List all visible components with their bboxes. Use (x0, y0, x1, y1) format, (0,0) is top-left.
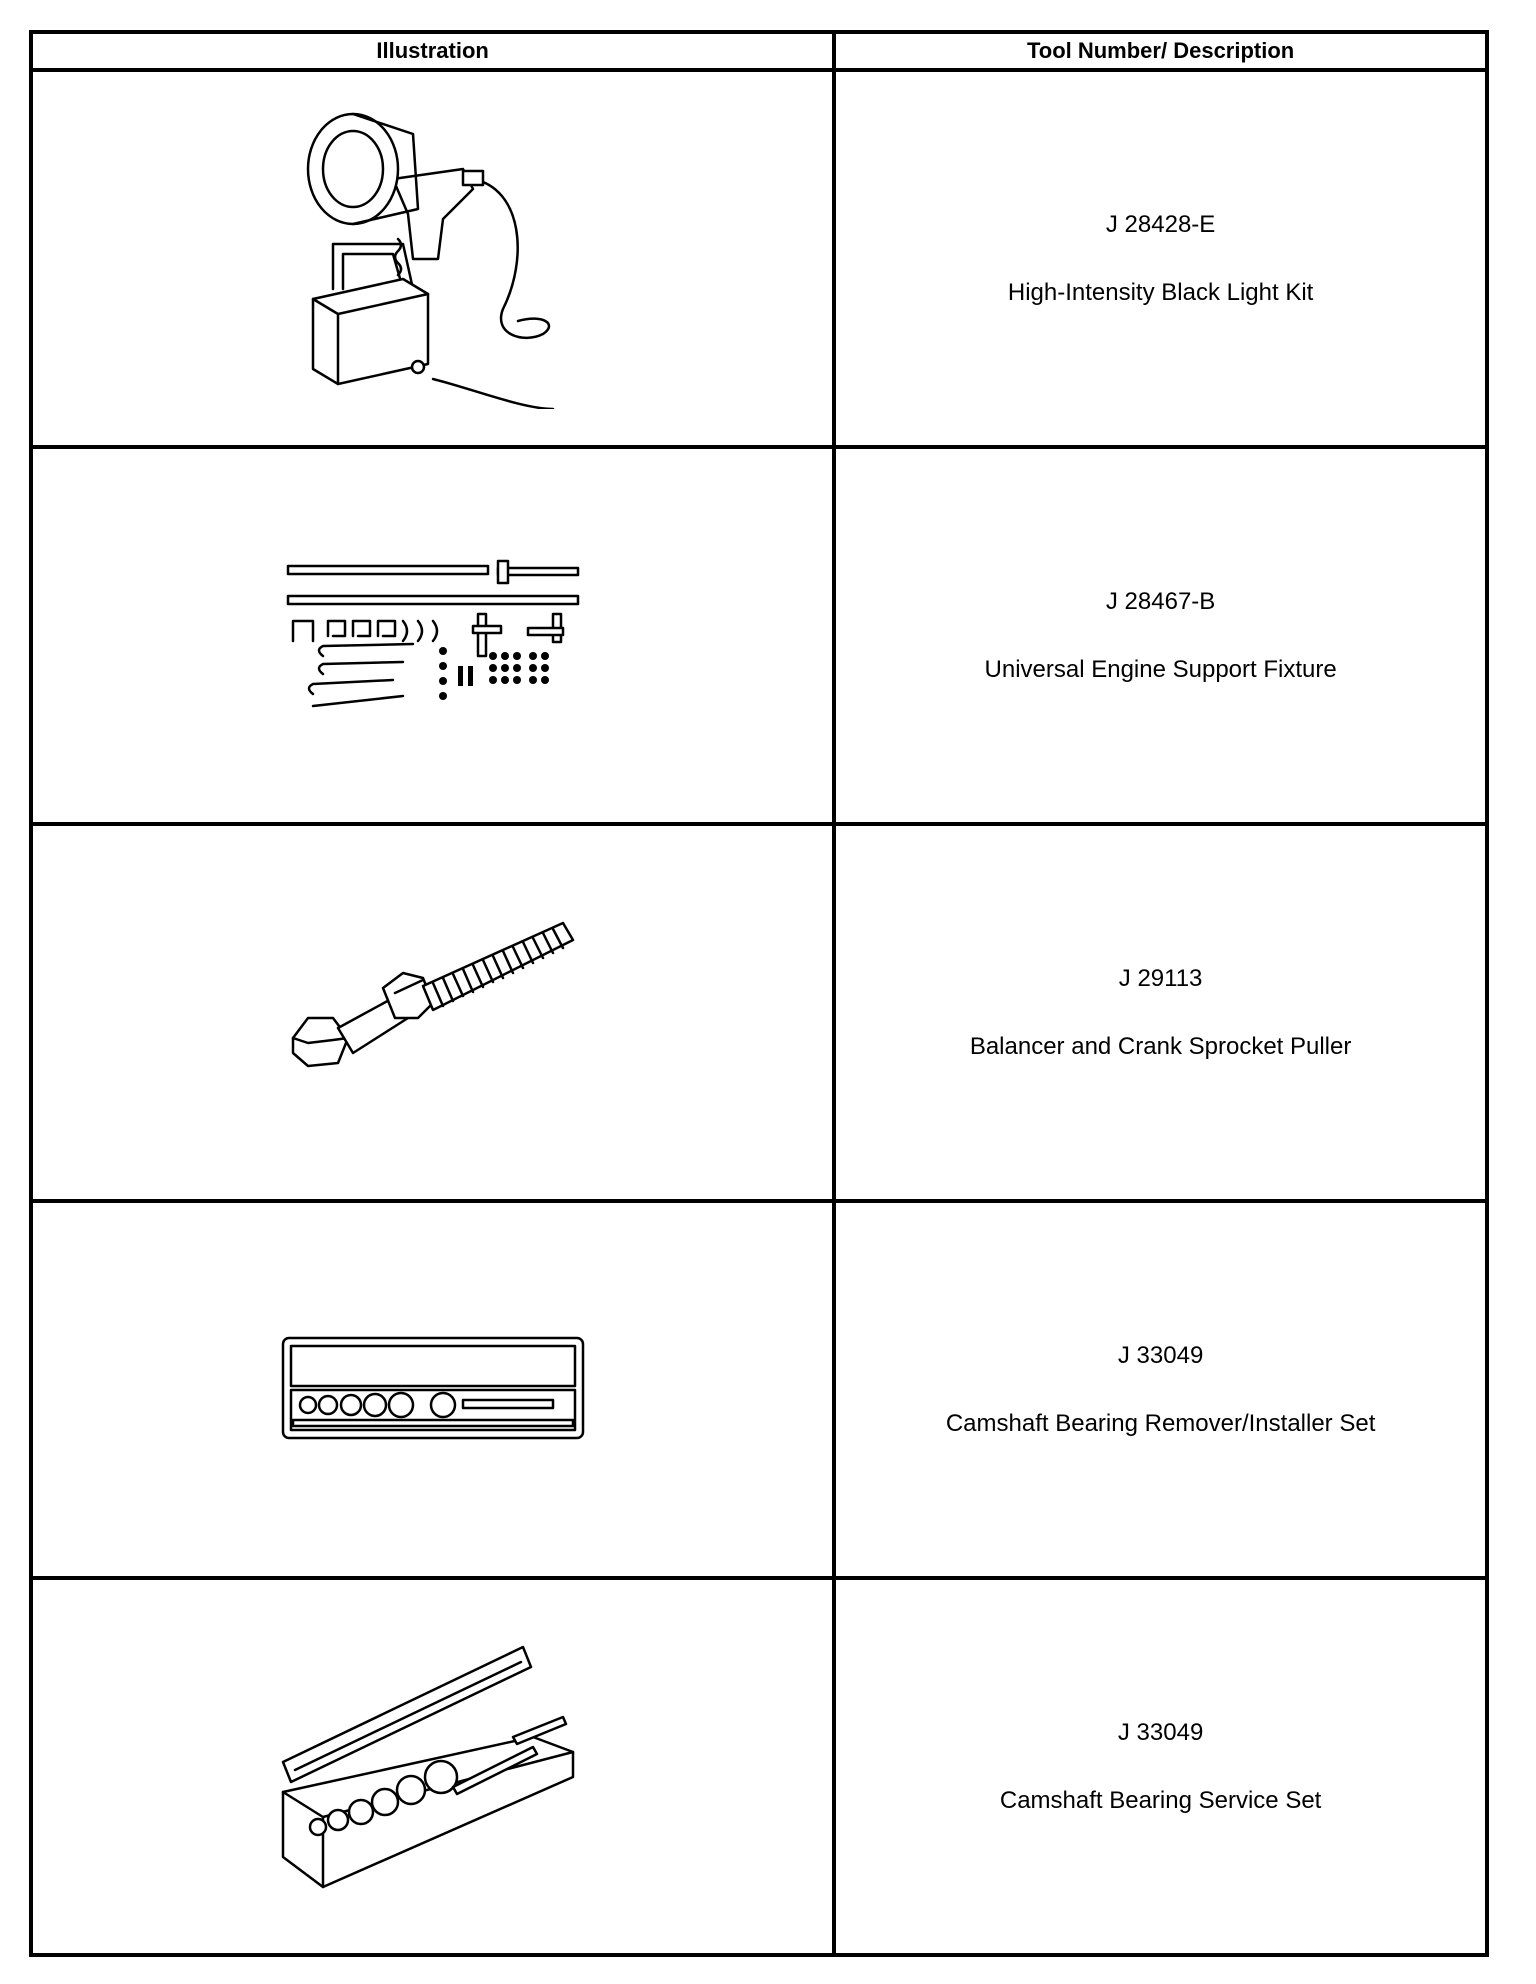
table-row (31, 1201, 1487, 1578)
tool-description: Camshaft Bearing Service Set (999, 1786, 1322, 1814)
tool-column-header: Tool Number/ Description (834, 32, 1487, 70)
table-row (31, 824, 1487, 1201)
illustration-cell (31, 447, 834, 824)
special-tools-table (29, 30, 1489, 1957)
table-row (31, 447, 1487, 824)
tool-description: High-Intensity Black Light Kit (1007, 278, 1314, 306)
tool-number: J 33049 (1117, 1718, 1204, 1746)
tool-number: J 33049 (1117, 1341, 1204, 1369)
illustration-cell (31, 70, 834, 447)
black-light-kit-icon (293, 109, 573, 409)
tool-description-cell (834, 447, 1487, 824)
tool-number: J 28467-B (1105, 587, 1216, 615)
table-row (31, 1578, 1487, 1955)
sprocket-puller-icon (283, 918, 583, 1108)
table-header-row (31, 32, 1487, 70)
table-row (31, 70, 1487, 447)
tool-number: J 28428-E (1105, 210, 1216, 238)
illustration-cell (31, 824, 834, 1201)
tool-description: Universal Engine Support Fixture (984, 655, 1337, 683)
camshaft-bearing-case-icon (273, 1330, 593, 1450)
illustration-cell (31, 1578, 834, 1955)
tool-description: Balancer and Crank Sprocket Puller (969, 1032, 1352, 1060)
engine-support-fixture-icon (283, 556, 583, 716)
tool-description-cell (834, 1201, 1487, 1578)
tool-description-cell (834, 1578, 1487, 1955)
tool-description: Camshaft Bearing Remover/Installer Set (945, 1409, 1376, 1437)
illustration-column-header: Illustration (31, 32, 834, 70)
tool-description-cell (834, 70, 1487, 447)
tool-number: J 29113 (1118, 964, 1203, 992)
tool-description-cell (834, 824, 1487, 1201)
camshaft-service-set-icon (273, 1642, 593, 1892)
illustration-cell (31, 1201, 834, 1578)
